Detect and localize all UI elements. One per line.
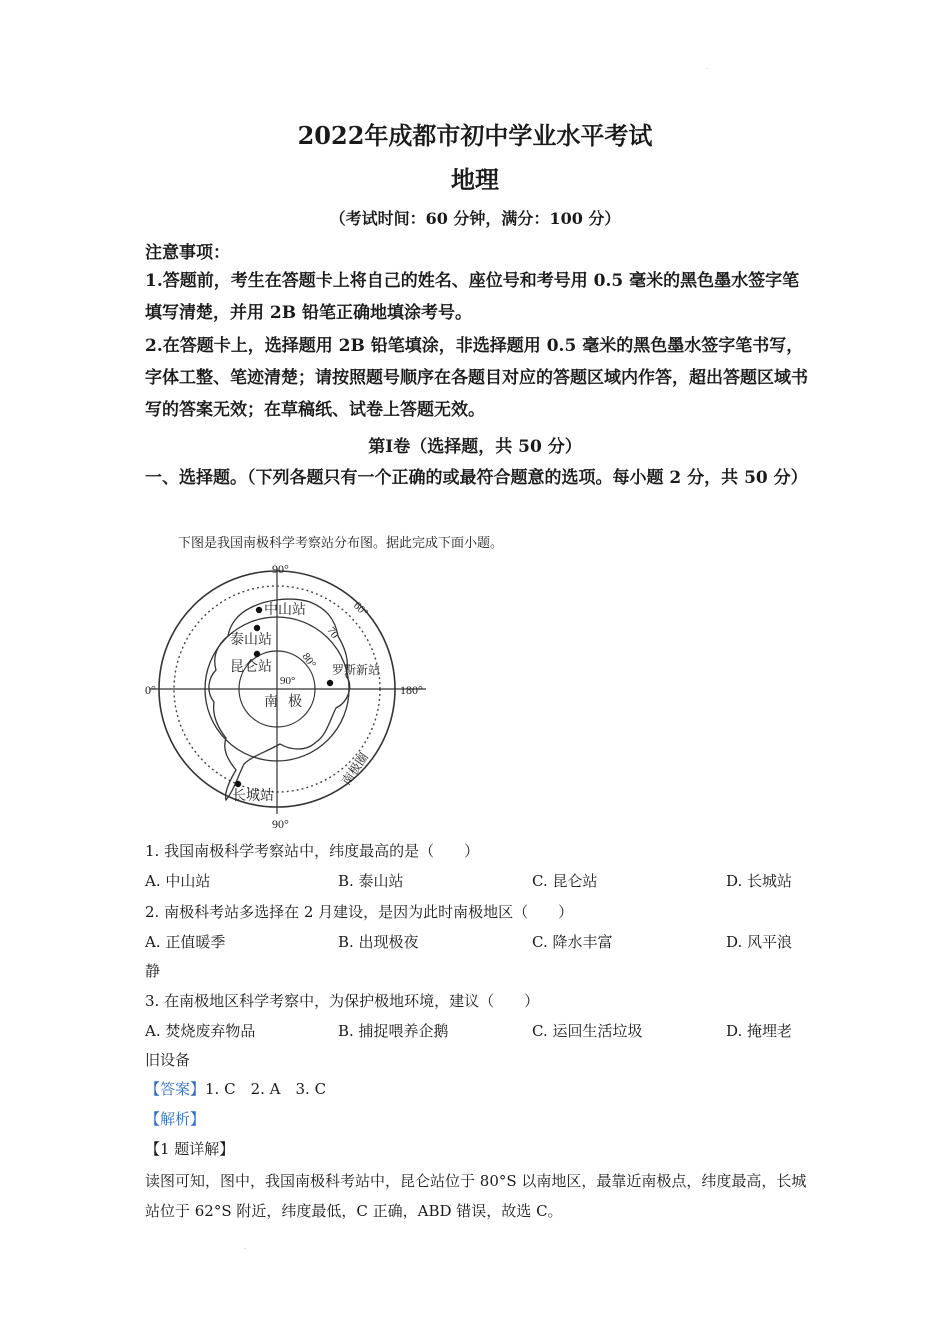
analysis-tag: 【解析】 <box>145 1110 206 1128</box>
question-1-option-d: D. 长城站 <box>726 872 793 890</box>
question-1-option-b: B. 泰山站 <box>338 872 404 890</box>
label-lat70: 70 <box>324 624 341 641</box>
detail-text: 读图可知，图中，我国南极科考站中，昆仑站位于 80°S 以南地区，最靠近南极点，纬度最高，长城站位于 62°S 附近，纬度最低，C 正确，ABD 错误，故选 C。 <box>145 1172 807 1220</box>
scan-speck: · <box>244 1246 246 1253</box>
label-taishan: 泰山站 <box>230 632 272 648</box>
notice-heading: 注意事项： <box>145 243 230 263</box>
label-lat80: 80° <box>299 650 319 671</box>
answer-line <box>145 1078 326 1099</box>
question-3-option-b: B. 捕捉喂养企鹅 <box>338 1022 449 1040</box>
label-zhongshan: 中山站 <box>264 602 306 618</box>
label-bottom-90: 90° <box>272 817 289 831</box>
question-2-option-c: C. 降水丰富 <box>532 933 613 951</box>
label-lat60: 60° <box>350 599 371 620</box>
notice-item-2: 2.在答题卡上，选择题用 2B 铅笔填涂，非选择题用 0.5 毫米的黑色墨水签字笔书写，字体工整、笔迹清楚；请按照题号顺序在各题目对应的答题区域内作答，超出答题区域书写的答案无效；在草稿纸、试卷上答题无效。 <box>145 336 808 420</box>
subject-title: 地理 <box>451 165 499 194</box>
label-right-180: 180° <box>400 683 423 697</box>
question-2-option-a: A. 正值暖季 <box>145 933 226 951</box>
label-kunlun: 昆仑站 <box>230 659 272 675</box>
question-2-stem: 2. 南极科考站多选择在 2 月建设，是因为此时南极地区（ ） <box>145 903 574 921</box>
exam-time-info: （考试时间：60 分钟，满分：100 分） <box>329 209 621 228</box>
question-3-option-d: D. 掩埋老 <box>726 1022 793 1040</box>
label-antarctic-circle: 南极圈 <box>338 750 372 788</box>
question-1-stem: 1. 我国南极科学考察站中，纬度最高的是（ ） <box>145 842 480 860</box>
label-left-0: 0° <box>145 683 156 697</box>
label-ji: 极 <box>288 694 302 710</box>
question-1-option-c: C. 昆仑站 <box>532 872 598 890</box>
detail-heading: 【1 题详解】 <box>145 1140 235 1158</box>
question-3-option-a: A. 焚烧废弃物品 <box>145 1022 256 1040</box>
answer-text: 1. C 2. A 3. C <box>205 1080 327 1098</box>
scan-speck: · <box>706 66 708 73</box>
changcheng-station-marker <box>235 781 241 787</box>
question-2-option-d: D. 风平浪 <box>726 933 793 951</box>
question-3-option-c: C. 运回生活垃圾 <box>532 1022 643 1040</box>
label-nan: 南 <box>264 694 278 710</box>
part-heading: 一、选择题。（下列各题只有一个正确的或最符合题意的选项。每小题 2 分，共 50 分） <box>145 468 808 488</box>
zhongshan-station-marker <box>256 607 262 613</box>
luosi-station-marker <box>327 680 333 686</box>
section-title: 第Ⅰ卷（选择题，共 50 分） <box>368 437 582 457</box>
taishan-station-marker <box>254 625 260 631</box>
page-title: 2022年成都市初中学业水平考试 <box>297 121 653 150</box>
question-3-option-d-wrap: 旧设备 <box>145 1051 191 1069</box>
map-intro: 下图是我国南极科学考察站分布图。据此完成下面小题。 <box>178 536 504 551</box>
notice-item-1: 1.答题前，考生在答题卡上将自己的姓名、座位号和考号用 0.5 毫米的黑色墨水签字笔填写清楚，并用 2B 铅笔正确地填涂考号。 <box>145 271 800 323</box>
antarctic-station-map <box>140 556 440 832</box>
label-luosi: 罗斯新站 <box>332 663 381 677</box>
kunlun-station-marker <box>254 651 260 657</box>
label-top-90: 90° <box>272 562 289 576</box>
question-2-option-d-wrap: 静 <box>145 962 161 980</box>
question-3-stem: 3. 在南极地区科学考察中，为保护极地环境，建议（ ） <box>145 992 540 1010</box>
question-2-option-b: B. 出现极夜 <box>338 933 419 951</box>
label-lat90: 90° <box>280 675 296 687</box>
answer-tag: 【答案】 <box>145 1080 206 1098</box>
question-1-option-a: A. 中山站 <box>145 872 211 890</box>
label-changcheng: 长城站 <box>232 788 274 804</box>
